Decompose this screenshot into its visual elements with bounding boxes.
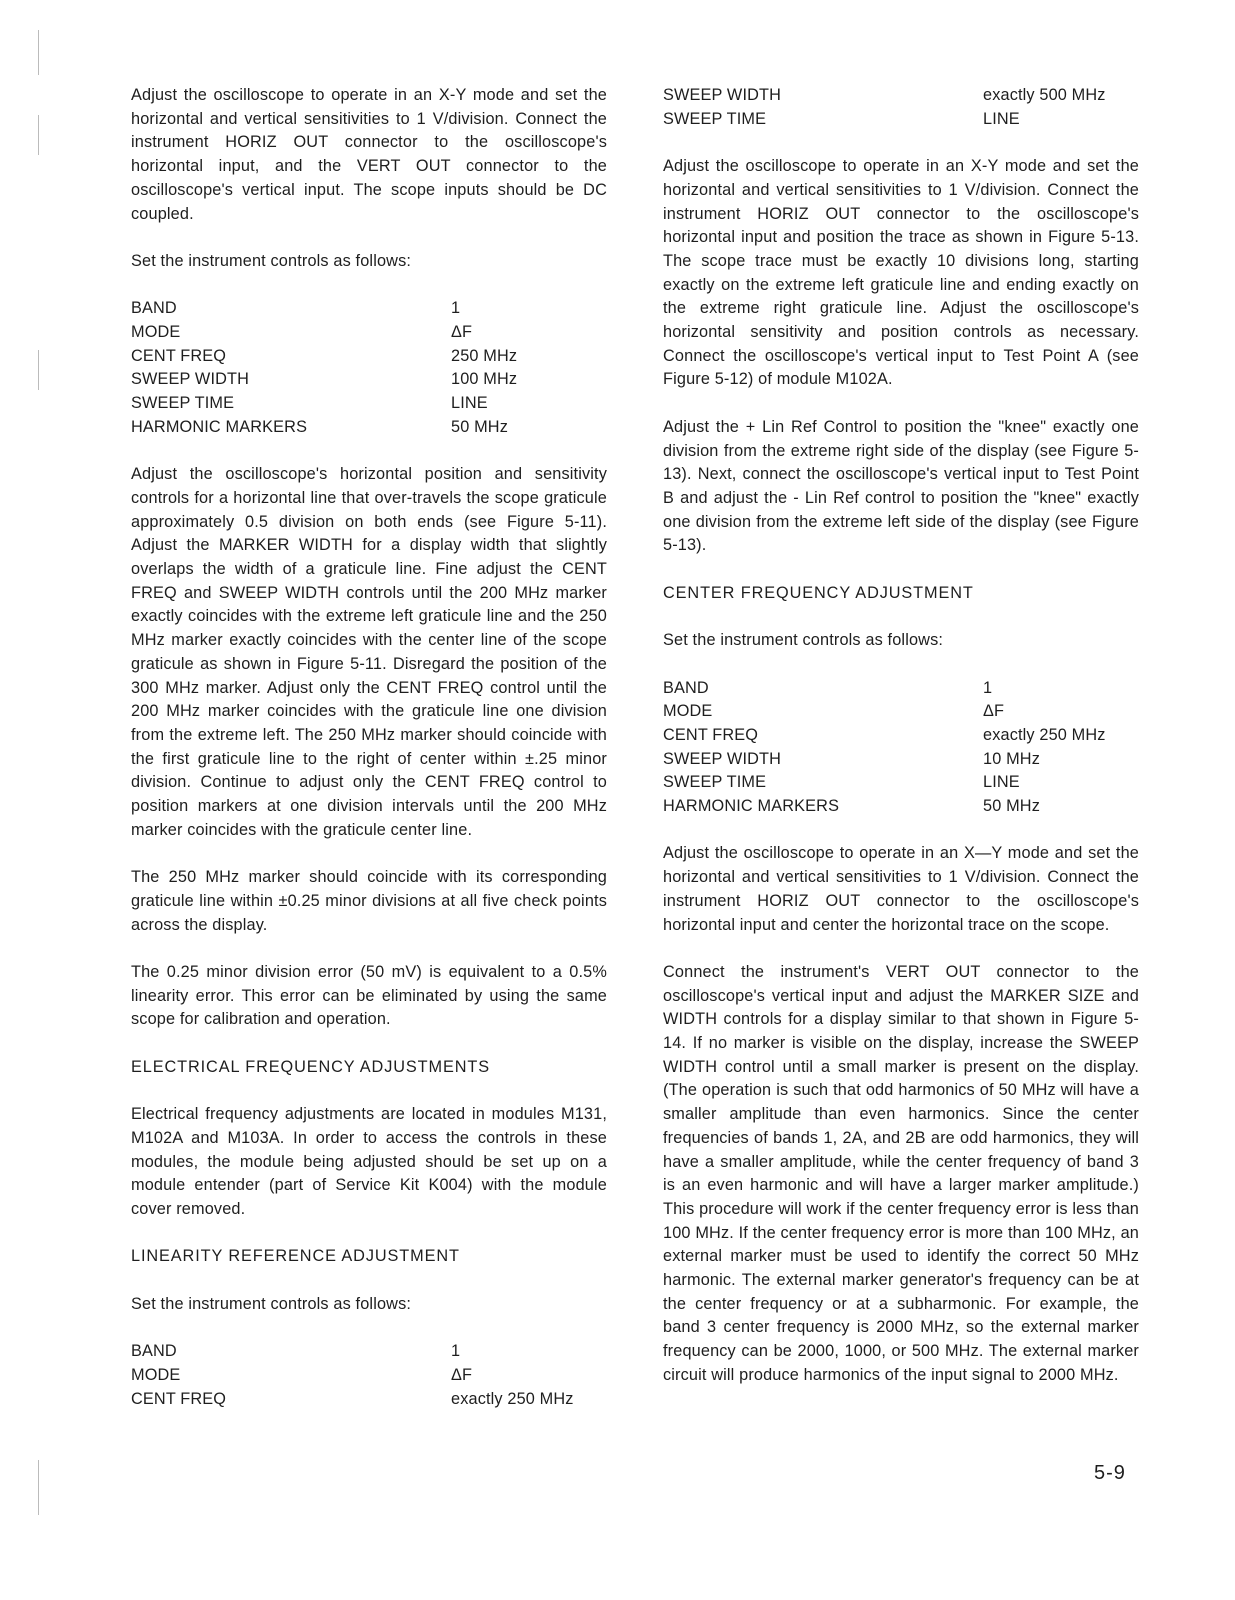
settings-row [663,700,1139,724]
settings-row [131,297,607,321]
setting-label: HARMONIC MARKERS [663,797,840,816]
setting-label: MODE [131,1365,181,1384]
binder-mark [38,30,39,75]
setting-value: exactly 250 MHz [451,1389,574,1408]
setting-value: 1 [983,678,993,697]
setting-value: 250 MHz [451,346,518,365]
settings-table [131,1340,607,1411]
settings-row [663,771,1139,795]
binder-mark [38,1460,39,1515]
setting-label: CENT FREQ [663,725,759,744]
setting-label: SWEEP WIDTH [663,749,782,768]
setting-value: LINE [451,394,488,413]
setting-label: HARMONIC MARKERS [131,417,308,436]
paragraph: Adjust the oscilloscope to operate in an X-Y mode and set the horizontal and vertical sensitivities to 1 V/division. Connect the instrument HORIZ OUT connector to the oscilloscope's horizontal input and position the trace as shown in Figure 5-13. The scope trace must be exactly 10 divisions long, starting exactly on the extreme left graticule line and ending exactly on the extreme right graticule line. Adjust the oscilloscope's horizontal sensitivity and position controls as necessary. Connect the oscilloscope's vertical input to Test Point A (see Figure 5-12) of module M102A. [663,157,1139,389]
settings-row [131,368,607,392]
paragraph: The 0.25 minor division error (50 mV) is equivalent to a 0.5% linearity error. This error can be eliminated by using the same scope for calibration and operation. [131,962,607,1029]
paragraph: Set the instrument controls as follows: [663,631,944,650]
paragraph: The 250 MHz marker should coincide with its corresponding graticule line within ±0.25 minor divisions at all five check points across the display. [131,868,607,934]
setting-value: ΔF [451,1365,473,1384]
paragraph: Adjust the oscilloscope's horizontal position and sensitivity controls for a horizontal line that over-travels the scope graticule approximately 0.5 division on both ends (see Figure 5-11). Adjust the MARKER WIDTH for a display width that slightly overlaps the width of a graticule line. Fine adjust the CENT FREQ and SWEEP WIDTH controls until the 200 MHz marker exactly coincides with the extreme left graticule line and the 250 MHz marker exactly coincides with the center line of the scope graticule as shown in Figure 5-11. Disregard the position of the 300 MHz marker. Adjust only the CENT FREQ control until the 200 MHz marker coincides with the graticule line one division from the extreme left. The 250 MHz marker should coincide with the first graticule line to the right of center within ±.25 minor division. Continue to adjust only the CENT FREQ control to position markers at one division intervals until the 200 MHz marker coincides with the graticule center line. [131,465,607,839]
settings-row [131,392,607,416]
setting-label: CENT FREQ [131,1389,227,1408]
setting-value: LINE [983,109,1020,128]
setting-value: LINE [983,773,1020,792]
settings-row [663,108,1139,132]
setting-label: SWEEP WIDTH [663,86,782,104]
settings-table [131,297,607,439]
paragraph: Adjust the + Lin Ref Control to position the "knee" exactly one division from the extreme right side of the display (see Figure 5-13). Next, connect the oscilloscope's vertical input to Test Point B and adjust the - Lin Ref control to position the "knee" exactly one division from the extreme left side of the display (see Figure 5-13). [663,417,1139,555]
paragraph: Set the instrument controls as follows: [131,251,412,270]
paragraph: Electrical frequency adjustments are located in modules M131, M102A and M103A. In order to access the controls in these modules, the module being adjusted should be set up on a module entender (part of Service Kit K004) with the module cover removed. [131,1105,607,1218]
section-heading: ELECTRICAL FREQUENCY ADJUSTMENTS [131,1057,491,1076]
setting-label: MODE [131,323,181,341]
settings-row [131,345,607,369]
setting-value: exactly 250 MHz [983,725,1106,744]
settings-row [131,1340,607,1364]
setting-label: SWEEP TIME [131,394,235,413]
settings-row [663,677,1139,701]
setting-label: BAND [663,678,709,697]
setting-value: ΔF [983,702,1005,721]
settings-row [663,724,1139,748]
binder-mark [38,350,39,390]
section-heading: LINEARITY REFERENCE ADJUSTMENT [131,1247,460,1266]
setting-value: 10 MHz [983,749,1040,768]
setting-label: CENT FREQ [131,346,227,365]
setting-label: BAND [131,299,177,318]
settings-table [663,677,1139,819]
settings-row [131,321,607,345]
setting-label: SWEEP WIDTH [131,370,250,389]
paragraph: Set the instrument controls as follows: [131,1294,412,1313]
setting-value: 50 MHz [983,797,1040,816]
page-number: 5-9 [1094,1462,1126,1484]
settings-row [131,416,607,440]
settings-row [663,748,1139,772]
setting-value: 1 [451,299,461,318]
setting-value: ΔF [451,323,473,341]
settings-row [663,84,1139,108]
settings-table [663,84,1139,131]
setting-label: MODE [663,702,713,721]
paragraph: Connect the instrument's VERT OUT connector to the oscilloscope's vertical input and adjust the MARKER SIZE and WIDTH controls for a display similar to that shown in Figure 5-14. If no marker is visible on the display, increase the SWEEP WIDTH control until a small marker is present on the display. (The operation is such that odd harmonics of 50 MHz will have a smaller amplitude than even harmonics. Since the center frequencies of bands 1, 2A, and 2B are odd harmonics, they will have a smaller amplitude, while the center frequency of band 3 is an even harmonic and will have a larger marker amplitude.) This procedure will work if the center frequency error is less than 100 MHz. If the center frequency error is more than 100 MHz, an external marker must be used to identify the correct 50 MHz harmonic. The external marker generator's frequency can be at the center frequency or at a subharmonic. For example, the band 3 center frequency is 2000 MHz, so the external marker frequency can be 2000, 1000, or 500 MHz. The external marker circuit will produce harmonics of the input signal to 2000 MHz. [663,962,1139,1384]
setting-label: BAND [131,1342,177,1361]
paragraph: Adjust the oscilloscope to operate in an X—Y mode and set the horizontal and vertical sensitivities to 1 V/division. Connect the instrument HORIZ OUT connector to the oscilloscope's horizontal input and center the horizontal trace on the scope. [663,844,1139,934]
section-heading: CENTER FREQUENCY ADJUSTMENT [663,583,974,602]
setting-label: SWEEP TIME [663,773,767,792]
paragraph: Adjust the oscilloscope to operate in an X-Y mode and set the horizontal and vertical sensitivities to 1 V/division. Connect the instrument HORIZ OUT connector to the oscilloscope's horizontal input, and the VERT OUT connector to the oscilloscope's vertical input. The scope inputs should be DC coupled. [131,86,607,223]
setting-label: SWEEP TIME [663,109,767,128]
setting-value: 100 MHz [451,370,518,389]
setting-value: 1 [451,1342,461,1361]
setting-value: exactly 500 MHz [983,86,1106,104]
left-column [131,84,607,1435]
settings-row [663,795,1139,819]
setting-value: 50 MHz [451,417,508,436]
settings-row [131,1388,607,1412]
right-column [663,84,1139,1411]
binder-mark [38,115,39,155]
settings-row [131,1364,607,1388]
